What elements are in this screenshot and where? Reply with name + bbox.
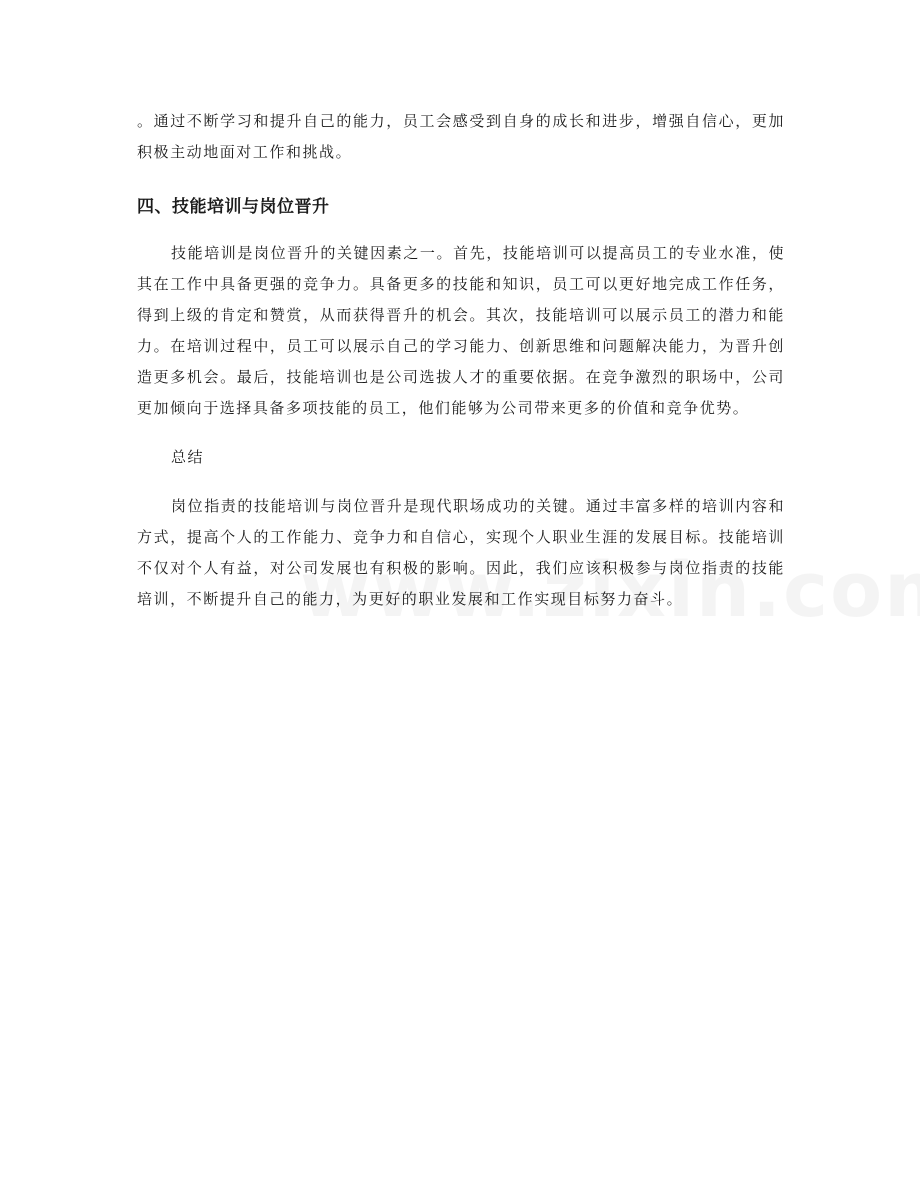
summary-paragraph: 岗位指责的技能培训与岗位晋升是现代职场成功的关键。通过丰富多样的培训内容和方式，提高个人的工作能力、竞争力和自信心，实现个人职业生涯的发展目标。技能培训不仅对个人有益，对公司发展也有积极的影响。因此，我们应该积极参与岗位指责的技能培训，不断提升自己的能力，为更好的职业发展和工作实现目标努力奋斗。: [137, 497, 785, 608]
section-paragraph: 技能培训是岗位晋升的关键因素之一。首先，技能培训可以提高员工的专业水准，使其在工作中具备更强的竞争力。具备更多的技能和知识，员工可以更好地完成工作任务，得到上级的肯定和赞赏，从而获得晋升的机会。其次，技能培训可以展示员工的潜力和能力。在培训过程中，员工可以展示自己的学习能力、创新思维和问题解决能力，为晋升创造更多机会。最后，技能培训也是公司选拔人才的重要依据。在竞争激烈的职场中，公司更加倾向于选择具备多项技能的员工，他们能够为公司带来更多的价值和竞争优势。: [137, 244, 785, 417]
document-body: [137, 106, 785, 615]
summary-title: 总结: [171, 448, 205, 466]
intro-paragraph: 。通过不断学习和提升自己的能力，员工会感受到自身的成长和进步，增强自信心，更加积极主动地面对工作和挑战。: [137, 112, 785, 161]
section-heading: 四、技能培训与岗位晋升: [137, 197, 330, 217]
